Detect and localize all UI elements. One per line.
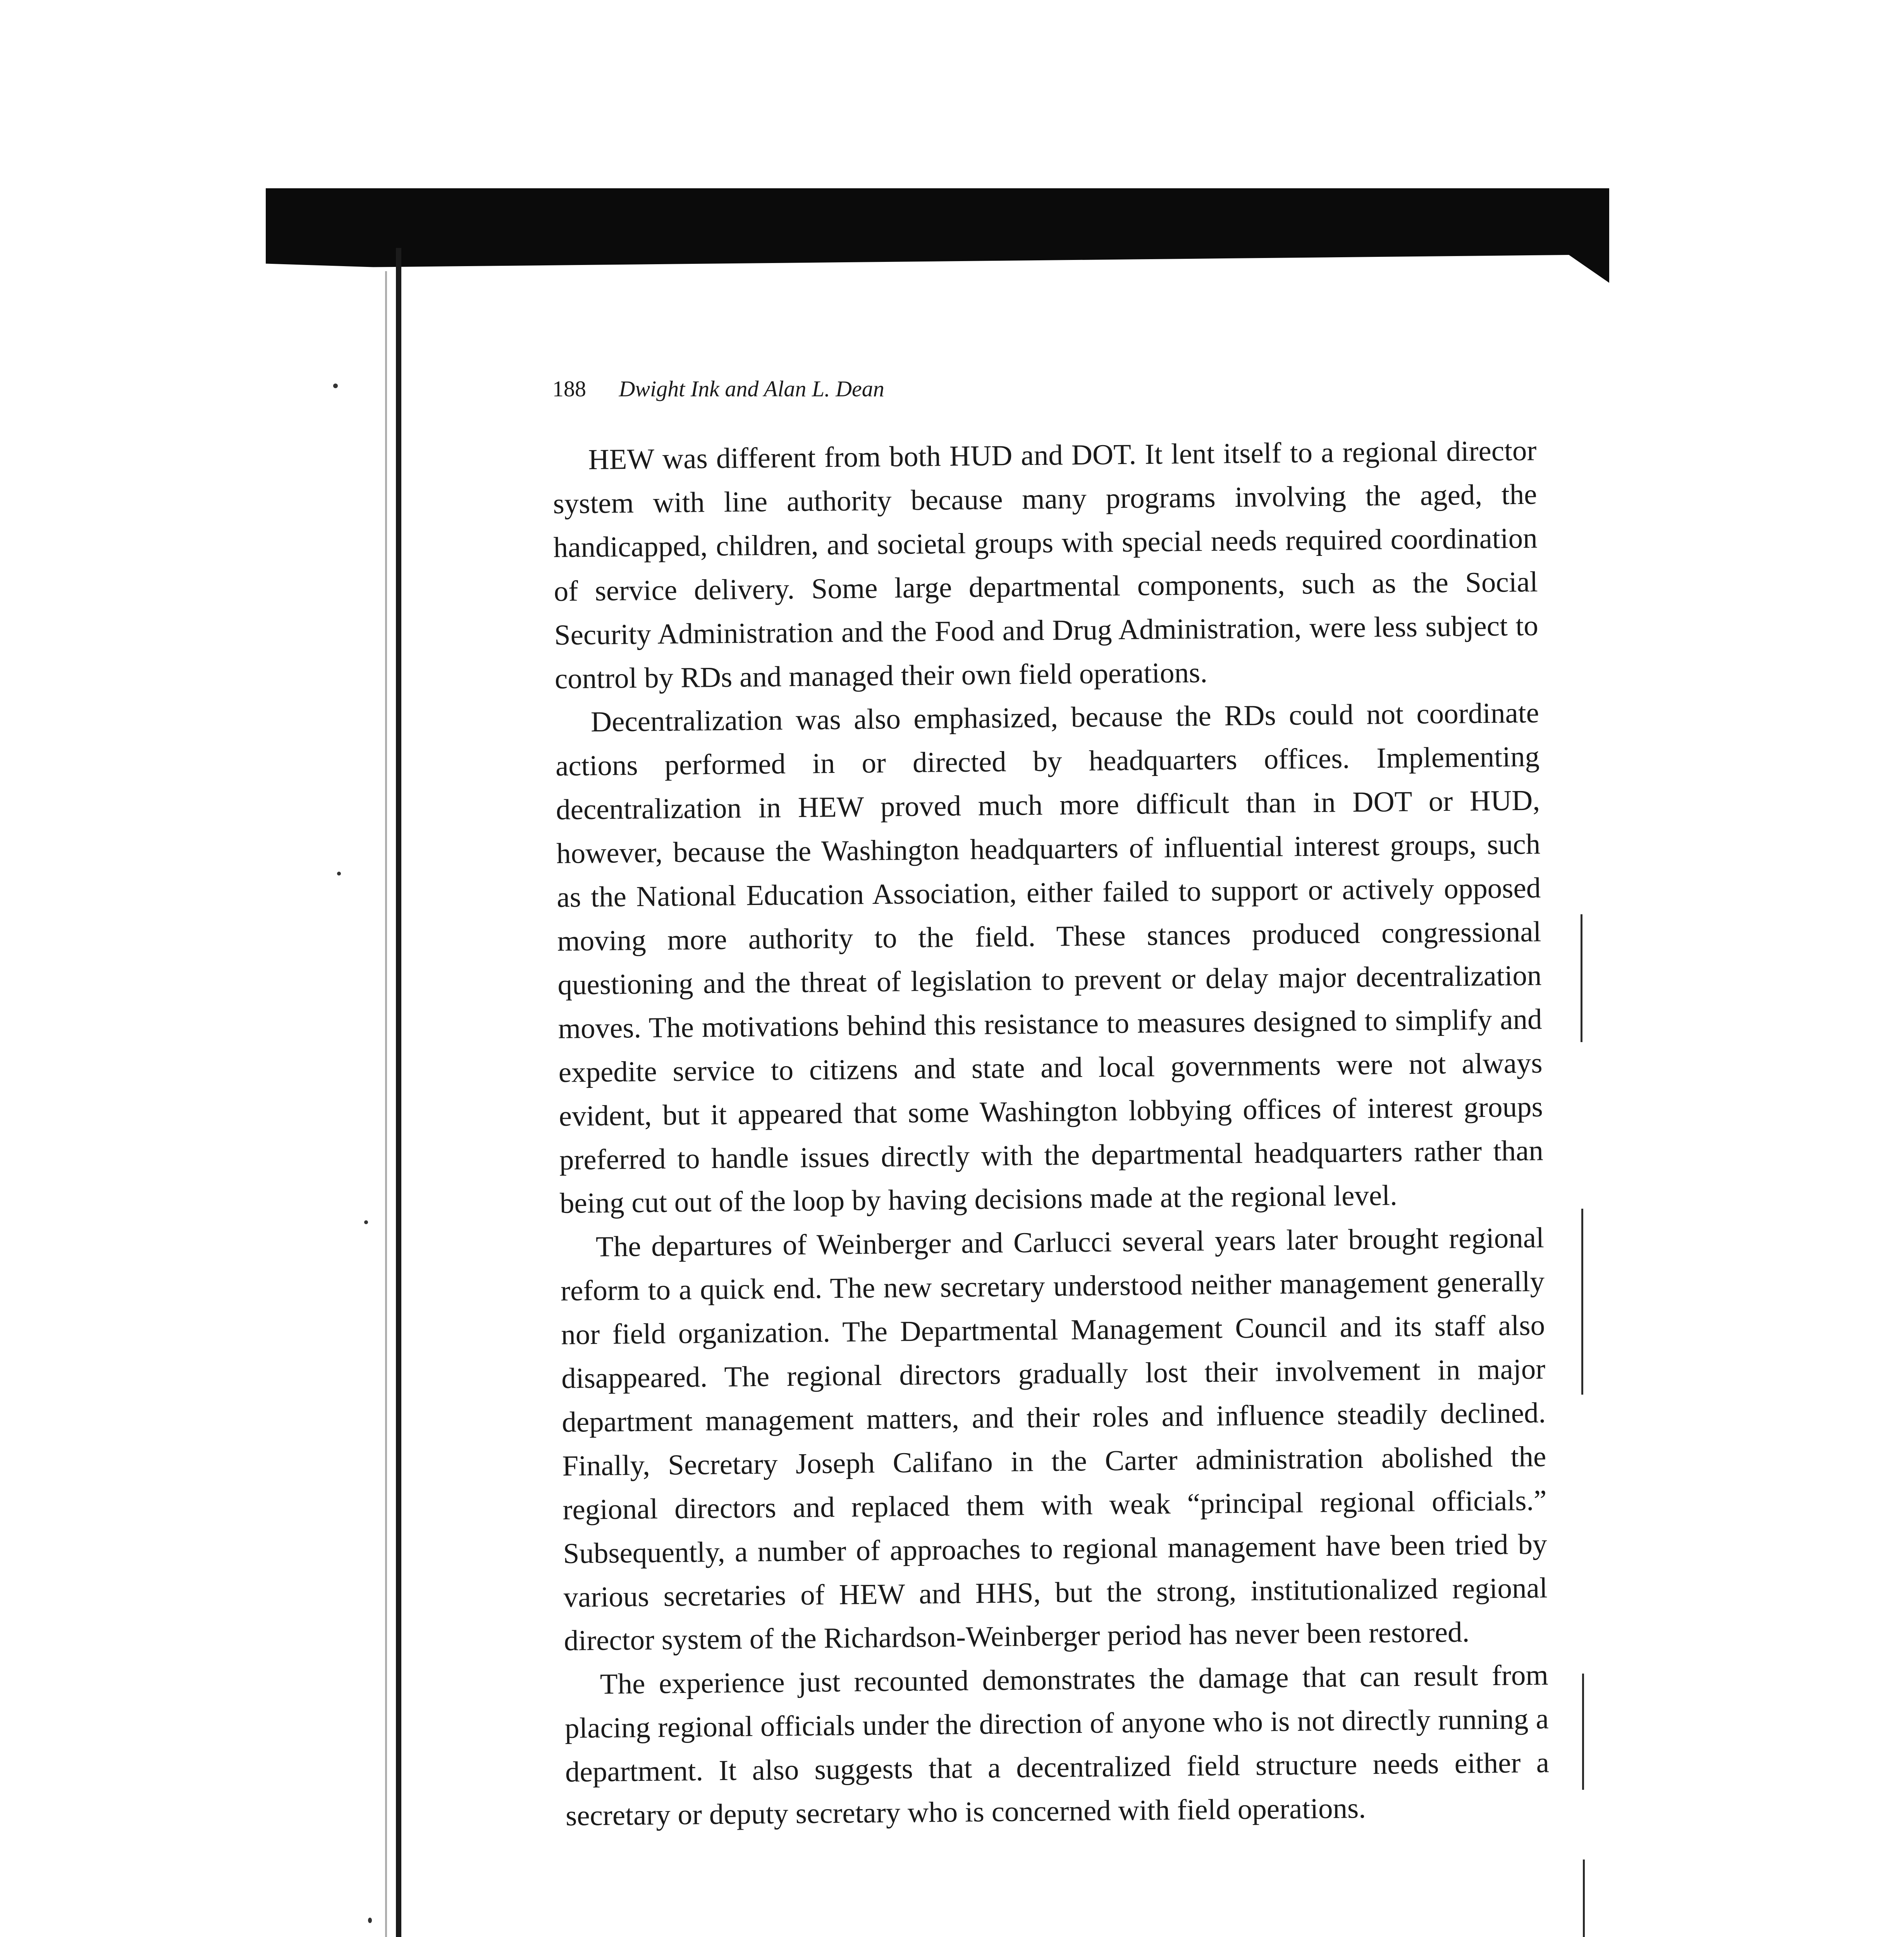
- scan-right-margin-mark: [1581, 914, 1582, 1042]
- scan-right-margin-mark: [1583, 1860, 1585, 1937]
- paragraph: The experience just recounted demonstrates the damage that can result from placing regional officials under the direction of anyone who is not directly running a department. It also suggests that a decentralized field structure needs either a secretary or deputy secretary who is concerned with field operations.: [564, 1659, 1550, 1832]
- paragraph: HEW was different from both HUD and DOT. It lent itself to a regional director system with line authority because many programs involving the aged, the handicapped, children, and societal groups with special needs required coordination of service delivery. Some large departmental components, such as the Social Security Administration and the Food and Drug Administration, were less subject to control by RDs and managed their own field operations.: [553, 434, 1539, 695]
- scan-top-border: [266, 188, 1609, 255]
- page-header: [552, 373, 884, 404]
- scan-top-border-edge: [266, 248, 1609, 283]
- paragraph: Decentralization was also emphasized, because the RDs could not coordinate actions performed in or directed by headquarters offices. Implementing decentralization in HEW proved much more difficult than in DOT or HUD, however, because the Washington headquarters of influential interest groups, such as the National Education Association, either failed to support or actively opposed moving more authority to the field. These stances produced congressional questioning and the threat of legislation to prevent or delay major decentralization moves. The motivations behind this resistance to measures designed to simplify and expedite service to citizens and state and local governments were not always evident, but it appeared that some Washington lobbying offices of interest groups preferred to handle issues directly with the departmental headquarters rather than being cut out of the loop by having decisions made at the regional level.: [555, 697, 1544, 1220]
- scan-right-margin-mark: [1582, 1674, 1584, 1790]
- scan-right-margin-mark: [1581, 1209, 1583, 1395]
- scan-speck: [333, 384, 338, 388]
- scan-speck: [368, 1918, 372, 1923]
- running-head: Dwight Ink and Alan L. Dean: [619, 376, 884, 401]
- page-number: 188: [552, 376, 586, 401]
- scan-left-binding-edge: [396, 248, 401, 1937]
- scan-speck: [364, 1220, 368, 1224]
- scan-speck: [337, 872, 341, 876]
- body-text: [552, 429, 1550, 1838]
- paragraph: The departures of Weinberger and Carlucci several years later brought regional reform to a quick end. The new secretary understood neither management generally nor field organization. The Departmental Management Council and its staff also disappeared. The regional directors gradually lost their involvement in major department management matters, and their roles and influence steadily declined. Finally, Secretary Joseph Califano in the Carter administration abolished the regional directors and replaced them with weak “principal regional officials.” Subsequently, a number of approaches to regional management have been tried by various secretaries of HEW and HHS, but the strong, institutionalized regional director system of the Richardson-Weinberger period has never been restored.: [560, 1221, 1548, 1657]
- scan-left-binding-shadow: [385, 271, 387, 1937]
